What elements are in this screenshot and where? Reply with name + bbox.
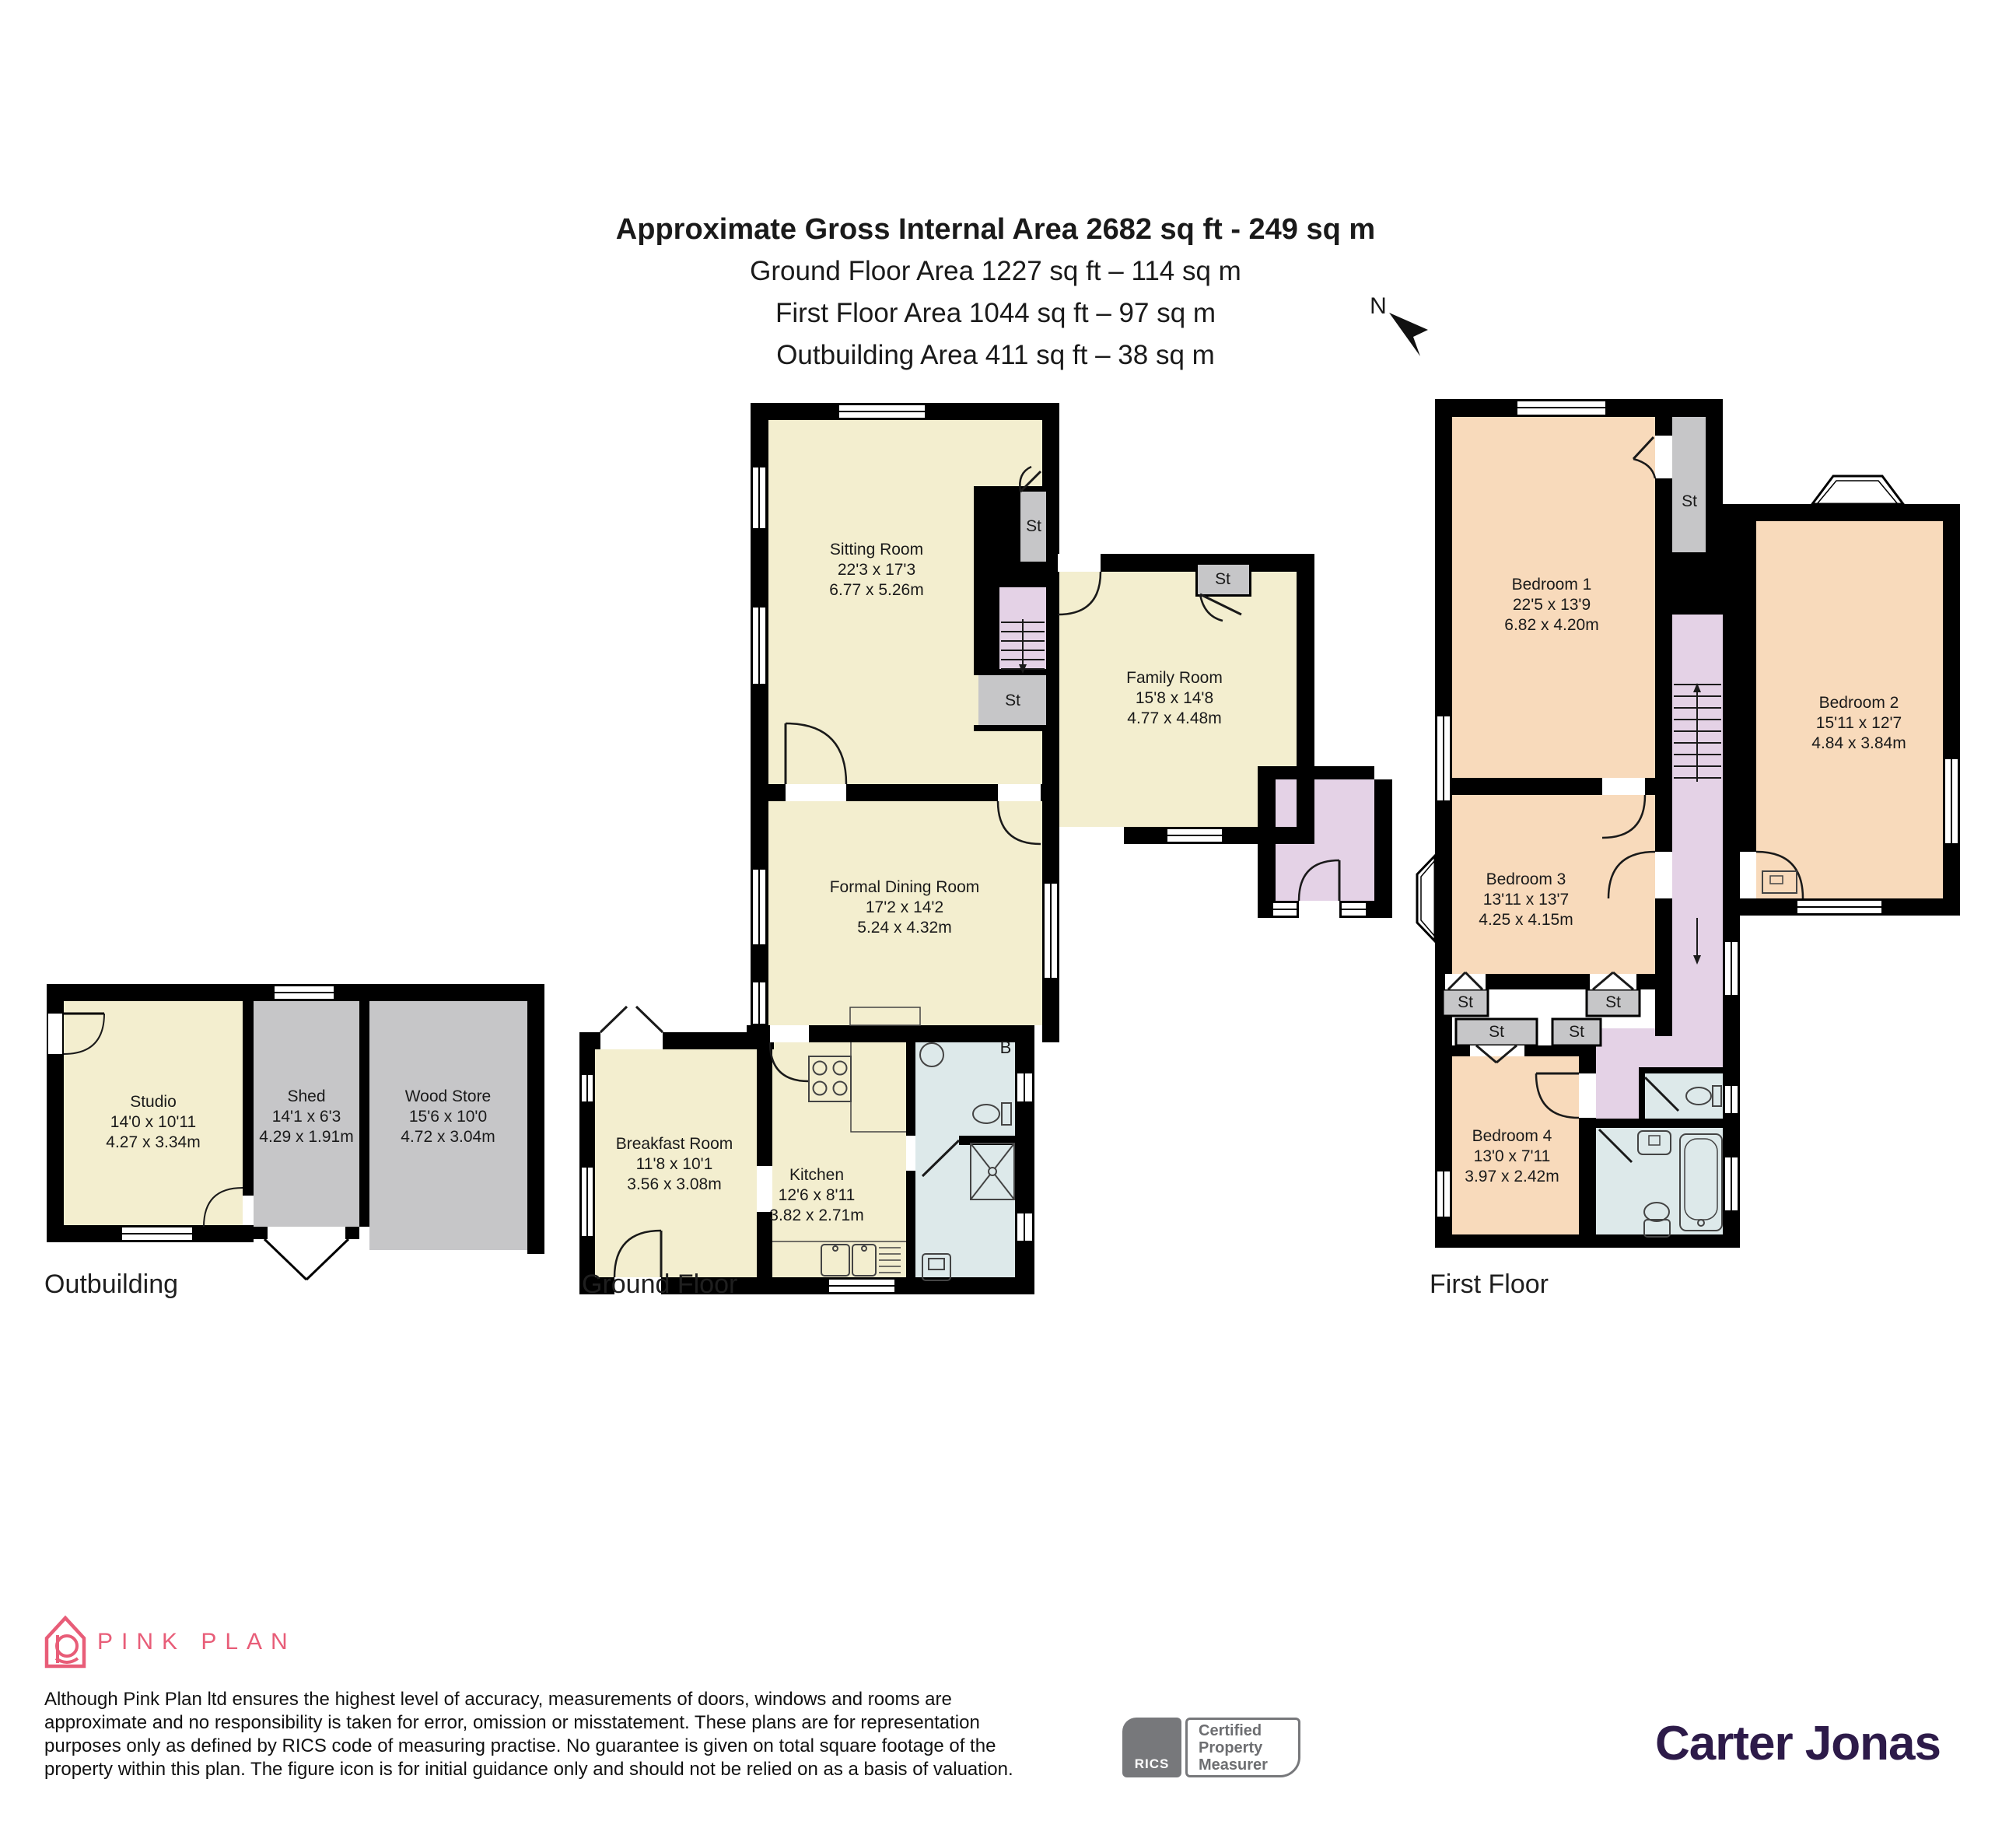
carter-jonas-logo: Carter Jonas <box>1654 1717 1941 1770</box>
bathroom-tag: B <box>999 1038 1012 1057</box>
room-label-bedroom-2: Bedroom 2 15'11 x 12'7 4.84 x 3.84m <box>1811 694 1906 752</box>
room-label-kitchen: Kitchen 12'6 x 8'11 3.82 x 2.71m <box>769 1166 864 1224</box>
pink-plan-logo-icon <box>47 1618 84 1666</box>
rics-wordmark: RICS <box>1134 1756 1170 1771</box>
rics-certified-property-measurer: Certified Property Measurer <box>1185 1718 1300 1777</box>
cupboard-tag: St <box>1026 517 1041 535</box>
caption-first-floor: First Floor <box>1430 1269 1549 1299</box>
caption-outbuilding: Outbuilding <box>44 1269 179 1299</box>
cupboard-tag: St <box>1458 993 1473 1011</box>
room-label-formal-dining-room: Formal Dining Room 17'2 x 14'2 5.24 x 4.32m <box>829 878 980 937</box>
cupboard-tag: St <box>1569 1023 1584 1041</box>
room-label-breakfast-room: Breakfast Room 11'8 x 10'1 3.56 x 3.08m <box>615 1135 733 1193</box>
cupboard-tag: St <box>1605 993 1621 1011</box>
cupboard-tag: St <box>1489 1023 1504 1041</box>
cupboard-tag: St <box>1215 570 1230 588</box>
first-floor-area-line: First Floor Area 1044 sq ft – 97 sq m <box>775 298 1216 328</box>
room-label-family-room: Family Room 15'8 x 14'8 4.77 x 4.48m <box>1126 669 1223 727</box>
room-label-bedroom-3: Bedroom 3 13'11 x 13'7 4.25 x 4.15m <box>1479 870 1573 929</box>
room-label-bedroom-4: Bedroom 4 13'0 x 7'11 3.97 x 2.42m <box>1465 1127 1559 1185</box>
cupboard-tag: St <box>1005 692 1020 709</box>
room-label-studio: Studio 14'0 x 10'11 4.27 x 3.34m <box>106 1093 201 1151</box>
room-label-sitting-room: Sitting Room 22'3 x 17'3 6.77 x 5.26m <box>829 541 924 599</box>
room-label-bedroom-1: Bedroom 1 22'5 x 13'9 6.82 x 4.20m <box>1504 576 1599 634</box>
ground-floor-area-line: Ground Floor Area 1227 sq ft – 114 sq m <box>750 256 1241 286</box>
page-title: Approximate Gross Internal Area 2682 sq ft - 249 sq m <box>615 213 1376 246</box>
compass-north-label: N <box>1370 293 1387 319</box>
caption-ground-floor: Ground Floor <box>582 1269 738 1299</box>
room-label-shed: Shed 14'1 x 6'3 4.29 x 1.91m <box>259 1087 354 1146</box>
outbuilding-area-line: Outbuilding Area 411 sq ft – 38 sq m <box>776 340 1215 370</box>
pink-plan-wordmark: PINK PLAN <box>97 1629 296 1655</box>
rics-badge <box>1122 1718 1181 1777</box>
disclaimer: Although Pink Plan ltd ensures the highest level of accuracy, measurements of doors, windows and rooms are approximate and no responsibility is taken for error, omission or misstatement. These plans are for representation purposes only as defined by RICS code of measuring practise. No guarantee is given on total square footage of the property within this plan. The figure icon is for initial guidance only and should not be relied on as a basis of valuation. <box>44 1689 1013 1780</box>
cupboard-tag: St <box>1682 492 1697 510</box>
header <box>436 208 1556 376</box>
room-label-wood-store: Wood Store 15'6 x 10'0 4.72 x 3.04m <box>401 1087 495 1146</box>
first-floor-plan <box>1417 399 1960 1248</box>
